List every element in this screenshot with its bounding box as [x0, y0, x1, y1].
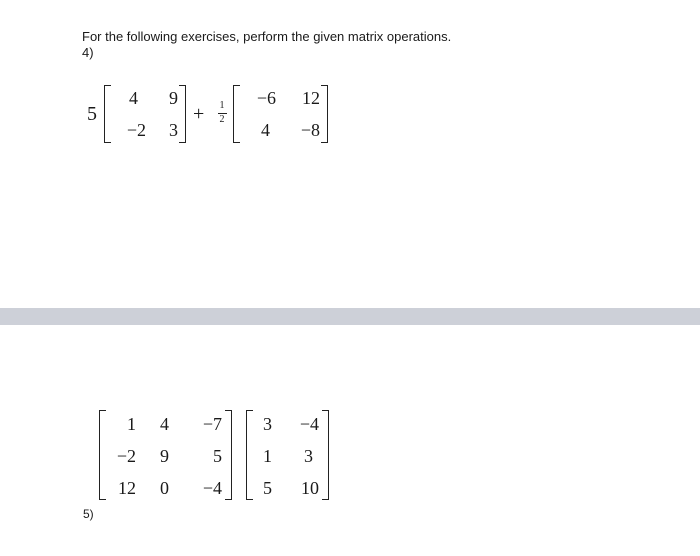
matrix-c-cell: 0	[160, 478, 169, 498]
matrix-d-cell: 10	[301, 478, 319, 498]
plus-sign: +	[193, 103, 205, 125]
matrix-d-cell: 5	[263, 478, 272, 498]
matrix-c-cell: −4	[202, 478, 222, 498]
matrix-c-cell: 4	[160, 414, 169, 434]
matrix-b-cell: 12	[302, 88, 320, 108]
left-bracket	[233, 85, 240, 143]
right-bracket	[225, 410, 232, 500]
fraction-numerator: 1	[219, 100, 225, 111]
matrix-b-cell: 4	[261, 120, 270, 140]
matrix-b	[233, 85, 328, 143]
matrix-c-cell: 1	[127, 414, 136, 434]
matrix-d	[246, 410, 329, 500]
matrix-c-cell: −2	[116, 446, 136, 466]
matrix-a-cell: 9	[169, 88, 178, 108]
problem-4-label: 4)	[82, 45, 94, 60]
right-bracket	[321, 85, 328, 143]
matrix-a-cell: 3	[169, 120, 178, 140]
right-bracket	[179, 85, 186, 143]
matrix-d-cell: −4	[299, 414, 319, 434]
fraction-denominator: 2	[219, 114, 225, 125]
instructions-text: For the following exercises, perform the given matrix operations.	[82, 29, 452, 44]
matrix-c-cell: −7	[202, 414, 222, 434]
matrix-c-cell: 12	[118, 478, 136, 498]
problem-5-label: 5)	[83, 507, 94, 521]
matrix-d-cell: 3	[263, 414, 272, 434]
matrix-c	[99, 410, 232, 500]
matrix-a-cell: 4	[129, 88, 138, 108]
matrix-c-cell: 5	[213, 446, 222, 466]
matrix-b-cell: −6	[256, 88, 276, 108]
matrix-d-cell: 1	[263, 446, 272, 466]
matrix-b-cell: −8	[300, 120, 320, 140]
left-bracket	[104, 85, 111, 143]
section-divider	[0, 308, 700, 325]
right-bracket	[322, 410, 329, 500]
scalar-5: 5	[87, 103, 97, 125]
matrix-a-cell: −2	[126, 120, 146, 140]
matrix-a	[104, 85, 186, 143]
matrix-d-cell: 3	[304, 446, 313, 466]
left-bracket	[246, 410, 253, 500]
left-bracket	[99, 410, 106, 500]
matrix-c-cell: 9	[160, 446, 169, 466]
